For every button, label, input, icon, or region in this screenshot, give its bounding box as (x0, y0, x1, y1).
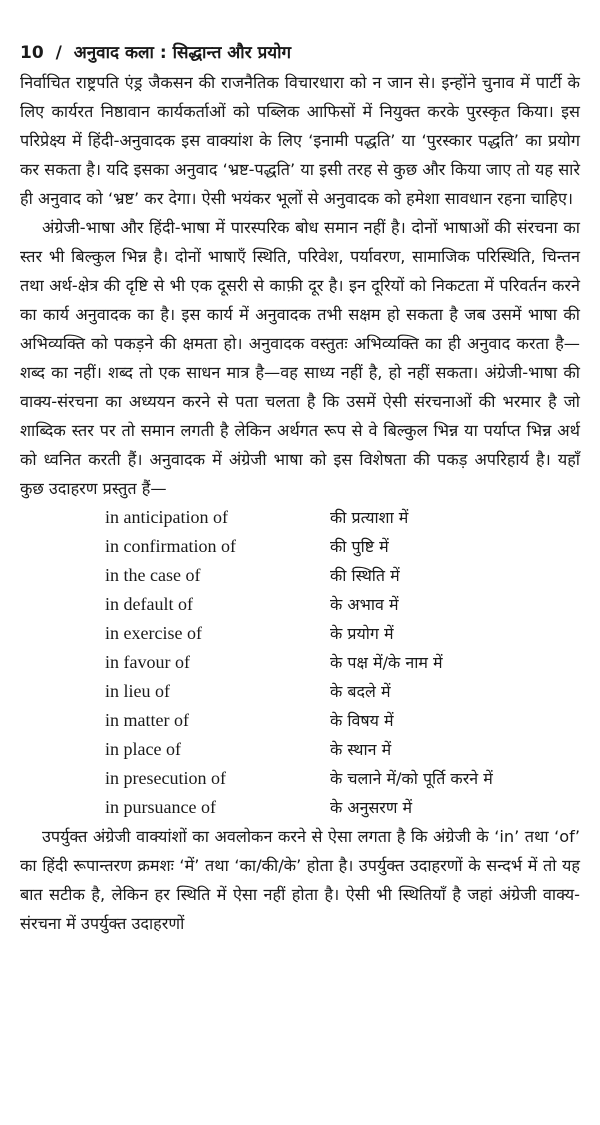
example-hindi: के विषय में (330, 711, 394, 730)
example-hindi: की प्रत्याशा में (330, 508, 409, 527)
example-hindi: की स्थिति में (330, 566, 400, 585)
page-number: 10 (20, 43, 44, 63)
example-row (20, 532, 580, 561)
example-english: in place of (105, 739, 181, 759)
example-row (20, 677, 580, 706)
example-english: in the case of (105, 565, 201, 585)
example-hindi: के प्रयोग में (330, 624, 394, 643)
example-list (20, 503, 580, 822)
book-title: अनुवाद कला : सिद्धान्त और प्रयोग (73, 43, 292, 63)
example-hindi: की पुष्टि में (330, 537, 389, 556)
example-hindi: के स्थान में (330, 740, 392, 759)
example-row (20, 735, 580, 764)
example-english: in presecution of (105, 768, 226, 788)
example-english: in lieu of (105, 681, 170, 701)
example-row (20, 764, 580, 793)
example-english: in anticipation of (105, 507, 228, 527)
example-hindi: के पक्ष में/के नाम में (330, 653, 443, 672)
example-row (20, 590, 580, 619)
example-row (20, 619, 580, 648)
example-english: in default of (105, 594, 193, 614)
example-english: in exercise of (105, 623, 202, 643)
example-hindi: के अभाव में (330, 595, 399, 614)
example-hindi: के बदले में (330, 682, 391, 701)
example-row (20, 793, 580, 822)
example-hindi: के चलाने में/को पूर्ति करने में (330, 769, 493, 788)
example-english: in matter of (105, 710, 189, 730)
example-english: in pursuance of (105, 797, 216, 817)
example-hindi: के अनुसरण में (330, 798, 413, 817)
example-english: in favour of (105, 652, 190, 672)
paragraph-1: निर्वाचित राष्ट्रपति एंड्र जैकसन की राजनैतिक विचारधारा को न जान से। इन्होंने चुनाव में पार्टी के लिए कार्यरत निष्ठावान कार्यकर्ताओं को पब्लिक आफिसों में नियुक्त करके पुरस्कृत किया। इस परिप्रेक्ष्य में हिंदी-अनुवादक इस वाक्यांश के लिए ‘इनामी पद्धति’ या ‘पुरस्कार पद्धति’ का प्रयोग कर सकता है। यदि इसका अनुवाद ‘भ्रष्ट-पद्धति’ या इसी तरह से कुछ और किया जाए तो यह सारे ही अनुवाद को ‘भ्रष्ट’ कर देगा। ऐसी भयंकर भूलों से अनुवादक को हमेशा सावधान रहना चाहिए। (20, 73, 580, 208)
example-row (20, 706, 580, 735)
running-header (20, 38, 580, 68)
example-row (20, 648, 580, 677)
paragraph-3: उपर्युक्त अंग्रेजी वाक्यांशों का अवलोकन करने से ऐसा लगता है कि अंग्रेजी के ‘in’ तथा ‘of’ का हिंदी रूपान्तरण क्रमशः ‘में’ तथा ‘का/की/के’ होता है। उपर्युक्त उदाहरणों के सन्दर्भ में तो यह बात सटीक है, लेकिन हर स्थिति में ऐसा नहीं होता है। ऐसी भी स्थितियाँ है जहां अंग्रेजी वाक्य-संरचना में उपर्युक्त उदाहरणों (20, 827, 580, 933)
paragraph-2: अंग्रेजी-भाषा और हिंदी-भाषा में पारस्परिक बोध समान नहीं है। दोनों भाषाओं की संरचना का स्तर भी बिल्कुल भिन्न है। दोनों भाषाएँ स्थिति, परिवेश, पर्यावरण, सामाजिक परिस्थिति, चिन्तन तथा अर्थ-क्षेत्र की दृष्टि से भी एक दूसरी से काफ़ी दूर है। इन दूरियों को निकटता में परिवर्तन करने का कार्य अनुवादक का है। इस कार्य में अनुवादक तभी सक्षम हो सकता है जब उसमें भाषा की अभिव्यक्ति को पकड़ने की क्षमता हो। अनुवादक वस्तुतः अभिव्यक्ति का ही अनुवाद करता है—शब्द का नहीं। शब्द तो एक साधन मात्र है—वह साध्य नहीं है, हो नहीं सकता। अंग्रेजी-भाषा की वाक्य-संरचना का अध्ययन करने से पता चलता है कि उसमें ऐसी संरचनाओं की भरमार है जो शाब्दिक स्तर पर तो समान लगती है लेकिन अर्थगत रूप से वे बिल्कुल भिन्न या पर्याप्त भिन्न अर्थ को ध्वनित करती हैं। अनुवादक में अंग्रेजी भाषा को इस विशेषता की पकड़ अपरिहार्य है। यहाँ कुछ उदाहरण प्रस्तुत हैं— (20, 218, 580, 498)
example-row (20, 503, 580, 532)
example-row (20, 561, 580, 590)
header-separator: / (55, 43, 62, 63)
example-english: in confirmation of (105, 536, 236, 556)
